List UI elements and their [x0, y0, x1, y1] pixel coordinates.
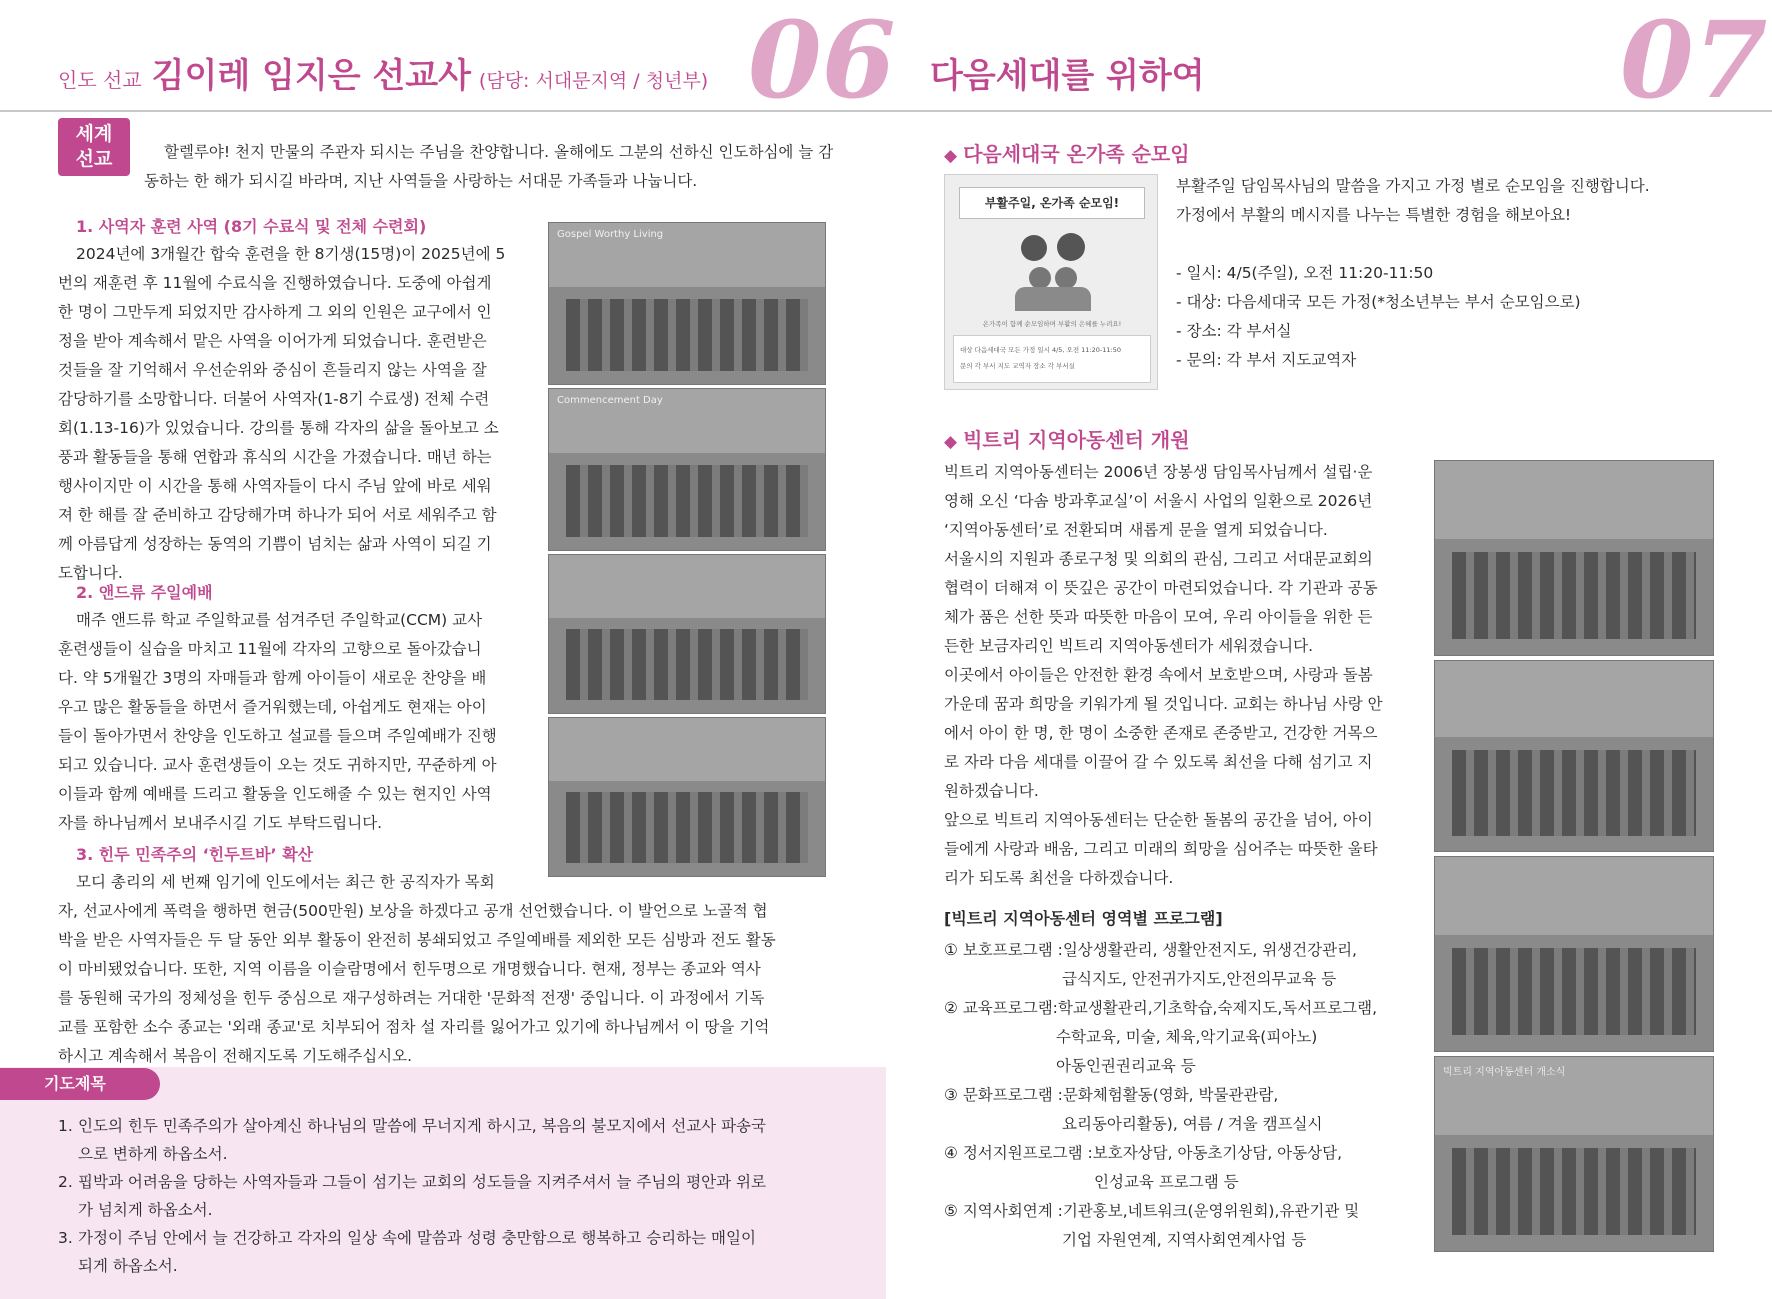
prayer-text: 되게 하옵소서. — [78, 1257, 178, 1275]
world-mission-badge — [58, 118, 130, 176]
poster-caption: 온가족이 함께 순모임하며 부활의 은혜를 누려요! — [982, 320, 1122, 328]
text-line: 들이 돌아가면서 찬양을 인도하고 설교를 들으며 주일예배가 진행 — [58, 727, 497, 745]
poster-info-line: 대상 다음세대국 모든 가정 일시 4/5, 오전 11:20-11:50 — [960, 346, 1121, 354]
programs-title: [빅트리 지역아동센터 영역별 프로그램] — [944, 909, 1223, 928]
text-line: 회(1.13-16)가 있었습니다. 강의를 통해 각자의 삶을 돌아보고 소 — [58, 419, 499, 437]
text-line: 져 한 해를 잘 준비하고 감당해가며 하나가 되어 서로 세워주고 함 — [58, 506, 497, 524]
program-value-continued: 요리동아리활동), 여름 / 겨울 캠프실시 — [1062, 1115, 1323, 1133]
photo-caption: Gospel Worthy Living — [557, 229, 664, 240]
section-title-text: 빅트리 지역아동센터 개원 — [963, 428, 1190, 452]
prayer-text: 가정이 주님 안에서 늘 건강하고 각자의 일상 속에 말씀과 성령 충만함으로 행복하고 승리하는 매일이 — [78, 1229, 756, 1247]
programs-list — [944, 936, 1424, 1255]
section-title-text: 다음세대국 온가족 순모임 — [963, 142, 1190, 166]
text-line: 협력이 더해져 이 뜻깊은 공간이 마련되었습니다. 각 기관과 공동 — [944, 579, 1378, 597]
text-line: 이 마비됐었습니다. 또한, 지역 이름을 이슬람명에서 힌두명으로 개명했습니다. 현재, 정부는 종교와 역사 — [58, 960, 761, 978]
text-line: 자, 선교사에게 폭력을 행하면 현금(500만원) 보상을 하겠다고 공개 선언했습니다. 이 발언으로 노골적 협 — [58, 902, 768, 920]
photo-guests-greeting — [1434, 660, 1714, 852]
text-line: 행사이지만 이 시간을 통해 사역자들이 다시 주님 앞에 바로 세워 — [58, 477, 492, 495]
section-title-training: 1. 사역자 훈련 사역 (8기 수료식 및 전체 수련회) — [76, 217, 427, 236]
prayer-item — [58, 1252, 828, 1280]
program-item — [944, 936, 1424, 965]
text-line: 께 아름답게 성장하는 동역의 기쁨이 넘치는 삶과 사역이 되길 기 — [58, 535, 492, 553]
text-line: 로 자라 다음 세대를 이끌어 갈 수 있도록 최선을 다해 섬기고 지 — [944, 753, 1373, 771]
program-value-continued: 기업 자원연계, 지역사회연계사업 등 — [1062, 1231, 1307, 1249]
text-line: - 장소: 각 부서실 — [1176, 322, 1292, 340]
text-line: 자를 하나님께서 보내주시길 기도 부탁드립니다. — [58, 814, 383, 832]
text-line: 매주 앤드류 학교 주일학교를 섬겨주던 주일학교(CCM) 교사 — [76, 611, 483, 629]
text-line: 서울시의 지원과 종로구청 및 의회의 관심, 그리고 서대문교회의 — [944, 550, 1373, 568]
section-body-andrew — [58, 606, 528, 838]
text-line: 를 동원해 국가의 정체성을 힌두 중심으로 재구성하려는 거대한 '문화적 전쟁' 중입니다. 이 과정에서 기독 — [58, 989, 765, 1007]
text-line — [1176, 230, 1736, 259]
section-body-hindutva — [58, 868, 828, 1071]
photo-children-event — [1434, 856, 1714, 1052]
text-line: 되고 있습니다. 교사 훈련생들이 오는 것도 귀하지만, 꾸준하게 아 — [58, 756, 497, 774]
program-value-continued: 인성교육 프로그램 등 — [1094, 1173, 1239, 1191]
program-item — [944, 1081, 1424, 1110]
text-line: 들에게 사랑과 배움, 그리고 미래의 희망을 심어주는 따뜻한 울타 — [944, 840, 1378, 858]
text-line: 2024년에 3개월간 합숙 훈련을 한 8기생(15명)이 2025년에 5 — [76, 245, 506, 263]
text-line: 교를 포함한 소수 종교는 '외래 종교'로 치부되어 점차 설 자리를 잃어가고 있기에 하나님께서 이 땅을 기억 — [58, 1018, 770, 1036]
program-label: ② 교육프로그램: — [944, 999, 1058, 1017]
prayer-item — [58, 1140, 828, 1168]
prayer-list — [58, 1112, 828, 1280]
photo-commencement — [548, 388, 826, 551]
text-line: 이들과 함께 예배를 드리고 활동을 인도해줄 수 있는 현지인 사역 — [58, 785, 492, 803]
badge-line-2: 선교 — [75, 148, 113, 170]
prayer-text: 인도의 힌두 민족주의가 살아계신 하나님의 말씀에 무너지게 하시고, 복음의 불모지에서 선교사 파송국 — [78, 1117, 766, 1135]
text-line: 체가 품은 선한 뜻과 따뜻한 마음이 모여, 우리 아이들을 위한 든 — [944, 608, 1373, 626]
prayer-item — [58, 1168, 828, 1196]
program-value-continued: 급식지도, 안전귀가지도,안전의무교육 등 — [1062, 970, 1337, 988]
text-line: 부활주일 담임목사님의 말씀을 가지고 가정 별로 순모임을 진행합니다. — [1176, 177, 1650, 195]
photo-sunday-school-children — [548, 554, 826, 714]
poster-title: 부활주일, 온가족 순모임! — [959, 187, 1145, 219]
intro-paragraph: 할렐루야! 천지 만물의 주관자 되시는 주님을 찬양합니다. 올해에도 그분의 선하신 인도하심에 늘 감동하는 한 해가 되시길 바라며, 지난 사역들을 사랑하는 서대문 가족들과 나눕니다. — [144, 143, 834, 190]
text-line: 이곳에서 아이들은 안전한 환경 속에서 보호받으며, 사랑과 돌봄 — [944, 666, 1373, 684]
prayer-item — [58, 1224, 828, 1252]
family-meeting-details — [1176, 172, 1736, 375]
prayer-text: 핍박과 어려움을 당하는 사역자들과 그들이 섬기는 교회의 성도들을 지켜주셔서 늘 주님의 평안과 위로 — [78, 1173, 766, 1191]
photo-caption: Commencement Day — [557, 395, 663, 406]
program-value: 기관홍보,네트워크(운영위원회),유관기관 및 — [1062, 1202, 1360, 1220]
text-line: 한 명이 그만두게 되었지만 감사하게 그 외의 인원은 교구에서 인 — [58, 303, 492, 321]
photo-worship-activity — [548, 717, 826, 877]
program-item — [944, 1139, 1424, 1168]
header-missionary-name: 김이레 임지은 선교사 — [151, 56, 471, 96]
poster-info — [953, 335, 1151, 383]
text-line: 훈련생들이 실습을 마치고 11월에 각자의 고향으로 돌아갔습니 — [58, 640, 482, 658]
program-label: ① 보호프로그램 : — [944, 941, 1063, 959]
prayer-number: 3. — [58, 1229, 73, 1247]
poster-info-line: 문의 각 부서 지도 교역자 장소 각 부서실 — [960, 362, 1075, 370]
section-body-training — [58, 240, 528, 588]
text-line: 모디 총리의 세 번째 임기에 인도에서는 최근 한 공직자가 목회 — [76, 873, 495, 891]
prayer-text: 가 넘치게 하옵소서. — [78, 1201, 213, 1219]
text-line: - 일시: 4/5(주일), 오전 11:20-11:50 — [1176, 264, 1434, 282]
text-line: 에서 아이 한 명, 한 명이 소중한 존재로 존중받고, 건강한 거목으 — [944, 724, 1378, 742]
text-line: ‘지역아동센터’로 전환되며 새롭게 문을 열게 되었습니다. — [944, 521, 1328, 539]
text-line: 도합니다. — [58, 564, 123, 582]
text-line: - 대상: 다음세대국 모든 가정(*청소년부는 부서 순모임으로) — [1176, 293, 1581, 311]
program-value: 문화체험활동(영화, 박물관관람, — [1062, 1086, 1279, 1104]
prayer-number: 2. — [58, 1173, 73, 1191]
prayer-number — [58, 1252, 78, 1280]
easter-poster — [944, 174, 1158, 390]
photo-graduation-group — [548, 222, 826, 385]
diamond-icon: ◆ — [944, 146, 958, 166]
text-line: 가운데 꿈과 희망을 키워가게 될 것입니다. 교회는 하나님 사랑 안 — [944, 695, 1383, 713]
text-line: 것들을 잘 기억해서 우선순위와 중심이 흔들리지 않는 사역을 잘 — [58, 361, 487, 379]
photo-center-opening-ceremony — [1434, 1056, 1714, 1252]
header-category: 인도 선교 — [58, 68, 142, 92]
family-illustration — [1015, 231, 1091, 311]
prayer-tab: 기도제목 — [0, 1068, 160, 1100]
prayer-item — [58, 1112, 828, 1140]
header-note: (담당: 서대문지역 / 청년부) — [478, 70, 709, 92]
program-value-continued: 수학교육, 미술, 체육,악기교육(피아노) — [1056, 1028, 1318, 1046]
text-line: 앞으로 빅트리 지역아동센터는 단순한 돌봄의 공간을 넘어, 아이 — [944, 811, 1373, 829]
prayer-number: 1. — [58, 1117, 73, 1135]
text-line: 하시고 계속해서 복음이 전해지도록 기도해주십시오. — [58, 1047, 413, 1065]
prayer-number — [58, 1196, 78, 1224]
text-line: 원하겠습니다. — [944, 782, 1039, 800]
prayer-item — [58, 1196, 828, 1224]
page-number-left: 06 — [748, 0, 896, 122]
photo-caption: 빅트리 지역아동센터 개소식 — [1443, 1067, 1566, 1078]
program-value: 보호자상담, 아동초기상담, 아동상담, — [1092, 1144, 1342, 1162]
badge-line-1: 세계 — [75, 123, 113, 145]
text-line: 박을 받은 사역자들은 두 달 동안 외부 활동이 완전히 봉쇄되었고 주일예배를 제외한 모든 심방과 전도 활동 — [58, 931, 776, 949]
section-title-andrew: 2. 앤드류 주일예배 — [76, 583, 213, 602]
program-item — [944, 1197, 1424, 1226]
header-section-title: 다음세대를 위하여 — [930, 56, 1205, 96]
bigtree-body — [944, 458, 1420, 893]
text-line: - 문의: 각 부서 지도교역자 — [1176, 351, 1357, 369]
prayer-text: 으로 변하게 하옵소서. — [78, 1145, 228, 1163]
text-line: 다. 약 5개월간 3명의 자매들과 함께 아이들이 새로운 찬양을 배 — [58, 669, 487, 687]
program-label: ⑤ 지역사회연계 : — [944, 1202, 1063, 1220]
text-line: 번의 재훈련 후 11월에 수료식을 진행하였습니다. 도중에 아쉽게 — [58, 274, 492, 292]
text-line: 든한 보금자리인 빅트리 지역아동센터가 세워졌습니다. — [944, 637, 1314, 655]
section-title-hindutva: 3. 힌두 민족주의 ‘힌두트바’ 확산 — [76, 845, 314, 864]
text-line: 빅트리 지역아동센터는 2006년 장봉생 담임목사님께서 설립·운 — [944, 463, 1373, 481]
program-value-continued: 아동인권권리교육 등 — [1056, 1057, 1196, 1075]
text-line: 리가 되도록 최선을 다하겠습니다. — [944, 869, 1174, 887]
program-item — [944, 994, 1424, 1023]
text-line: 영해 오신 ‘다솜 방과후교실’이 서울시 사업의 일환으로 2026년 — [944, 492, 1373, 510]
text-line: 가정에서 부활의 메시지를 나누는 특별한 경험을 해보아요! — [1176, 206, 1572, 224]
section-title-bigtree — [944, 424, 1190, 453]
diamond-icon: ◆ — [944, 432, 958, 452]
left-header — [58, 48, 708, 97]
text-line: 풍과 활동들을 통해 연합과 휴식의 시간을 가졌습니다. 매년 하는 — [58, 448, 492, 466]
page-number-right: 07 — [1620, 0, 1768, 122]
section-title-family-meeting — [944, 138, 1190, 167]
program-value: 일상생활관리, 생활안전지도, 위생건강관리, — [1062, 941, 1357, 959]
right-header — [930, 48, 1213, 97]
prayer-number — [58, 1140, 78, 1168]
program-label: ④ 정서지원프로그램 : — [944, 1144, 1093, 1162]
text-line: 정을 받아 계속해서 맡은 사역을 이어가게 되었습니다. 훈련받은 — [58, 332, 487, 350]
program-label: ③ 문화프로그램 : — [944, 1086, 1063, 1104]
text-line: 감당하기를 소망합니다. 더불어 사역자(1-8기 수료생) 전체 수련 — [58, 390, 490, 408]
program-value: 학교생활관리,기초학습,숙제지도,독서프로그램, — [1057, 999, 1378, 1017]
text-line: 우고 많은 활동들을 하면서 즐거워했는데, 아쉽게도 현재는 아이 — [58, 698, 487, 716]
photo-opening-ribbon — [1434, 460, 1714, 656]
